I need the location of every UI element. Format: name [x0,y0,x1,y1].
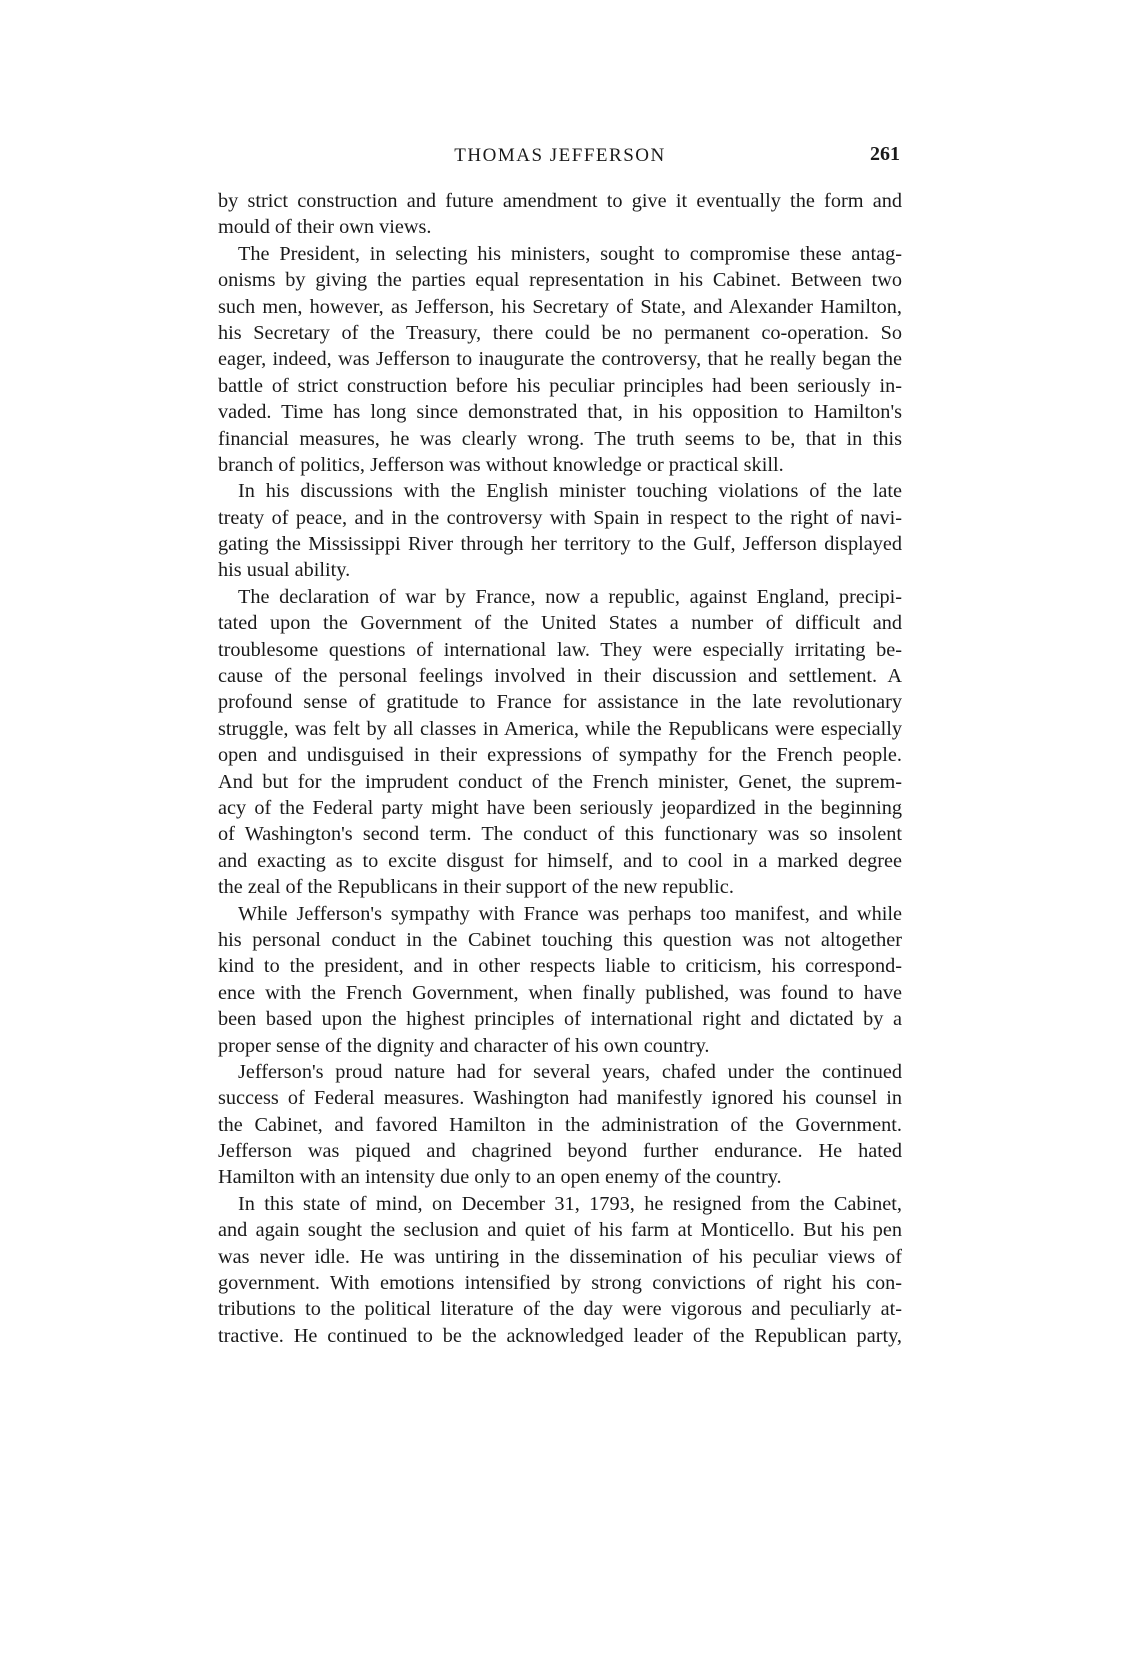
text-line: troublesome questions of international law. They were especially irritating be- [218,638,902,661]
paragraph [218,188,902,241]
text-line: eager, indeed, was Jefferson to inaugurate the controversy, that he really began the [218,348,902,371]
text-line: tributions to the political literature of the day were vigorous and peculiarly at- [218,1298,902,1321]
text-line: been based upon the highest principles of international right and dictated by a [218,1008,902,1031]
text-line: And but for the imprudent conduct of the French minister, Genet, the suprem- [218,770,902,793]
text-line: success of Federal measures. Washington had manifestly ignored his counsel in [218,1087,902,1110]
text-line: onisms by giving the parties equal representation in his Cabinet. Between two [218,269,902,292]
text-line: The declaration of war by France, now a republic, against England, precipi- [238,585,902,608]
text-line: vaded. Time has long since demonstrated that, in his opposition to Hamilton's [218,401,902,424]
text-line: mould of their own views. [218,216,432,239]
text-line: and again sought the seclusion and quiet of his farm at Monticello. But his pen [218,1219,902,1242]
text-line: financial measures, he was clearly wrong. The truth seems to be, that in this [218,427,902,450]
text-line: branch of politics, Jefferson was without knowledge or practical skill. [218,453,784,476]
text-line: In this state of mind, on December 31, 1793, he resigned from the Cabinet, [238,1192,902,1215]
paragraph [218,901,902,1059]
text-line: of Washington's second term. The conduct of this functionary was so insolent [218,823,902,846]
text-line: Jefferson was piqued and chagrined beyond further endurance. He hated [218,1140,902,1163]
text-line: In his discussions with the English minister touching violations of the late [238,480,902,503]
body-text [218,188,902,1349]
text-line: by strict construction and future amendment to give it eventually the form and [218,190,902,212]
text-line: Jefferson's proud nature had for several years, chafed under the continued [238,1060,902,1083]
text-line: such men, however, as Jefferson, his Secretary of State, and Alexander Hamilton, [218,295,902,318]
text-line: treaty of peace, and in the controversy with Spain in respect to the right of navi- [218,506,902,529]
paragraph [218,1191,902,1349]
text-line: was never idle. He was untiring in the dissemination of his peculiar views of [218,1245,902,1268]
text-line: and exacting as to excite disgust for himself, and to cool in a marked degree [218,849,902,872]
text-line: kind to the president, and in other respects liable to criticism, his correspond- [218,955,902,978]
text-line: tated upon the Government of the United States a number of difficult and [218,612,902,635]
text-line: profound sense of gratitude to France for assistance in the late revolutionary [218,691,902,714]
text-line: battle of strict construction before his peculiar principles had been seriously in- [218,374,902,397]
paragraph [218,478,902,584]
text-line: proper sense of the dignity and character of his own country. [218,1034,710,1057]
text-line: open and undisguised in their expressions of sympathy for the French people. [218,744,902,767]
text-line: ence with the French Government, when finally published, was found to have [218,981,902,1004]
text-line: the zeal of the Republicans in their support of the new republic. [218,876,734,899]
text-line: acy of the Federal party might have been seriously jeopardized in the beginning [218,796,902,819]
text-line: While Jefferson's sympathy with France was perhaps too manifest, and while [238,902,902,925]
text-line: government. With emotions intensified by strong convictions of right his con- [218,1272,902,1295]
text-line: Hamilton with an intensity due only to an open enemy of the country. [218,1166,782,1189]
paragraph [218,584,902,901]
text-line: his Secretary of the Treasury, there could be no permanent co-operation. So [218,321,902,344]
text-line: tractive. He continued to be the acknowledged leader of the Republican party, [218,1324,902,1347]
text-line: struggle, was felt by all classes in America, while the Republicans were especially [218,717,902,740]
text-line: the Cabinet, and favored Hamilton in the administration of the Government. [218,1113,902,1136]
paragraph [218,1059,902,1191]
page-number: 261 [870,143,900,165]
paragraph [218,241,902,479]
text-line: his usual ability. [218,559,351,582]
text-line: gating the Mississippi River through her territory to the Gulf, Jefferson displayed [218,533,902,556]
text-line: cause of the personal feelings involved in their discussion and settlement. A [218,665,902,688]
text-line: his personal conduct in the Cabinet touching this question was not altogether [218,928,902,951]
running-title: THOMAS JEFFERSON [454,145,666,166]
text-line: The President, in selecting his ministers, sought to compromise these antag- [238,242,902,265]
page-header [218,143,902,171]
